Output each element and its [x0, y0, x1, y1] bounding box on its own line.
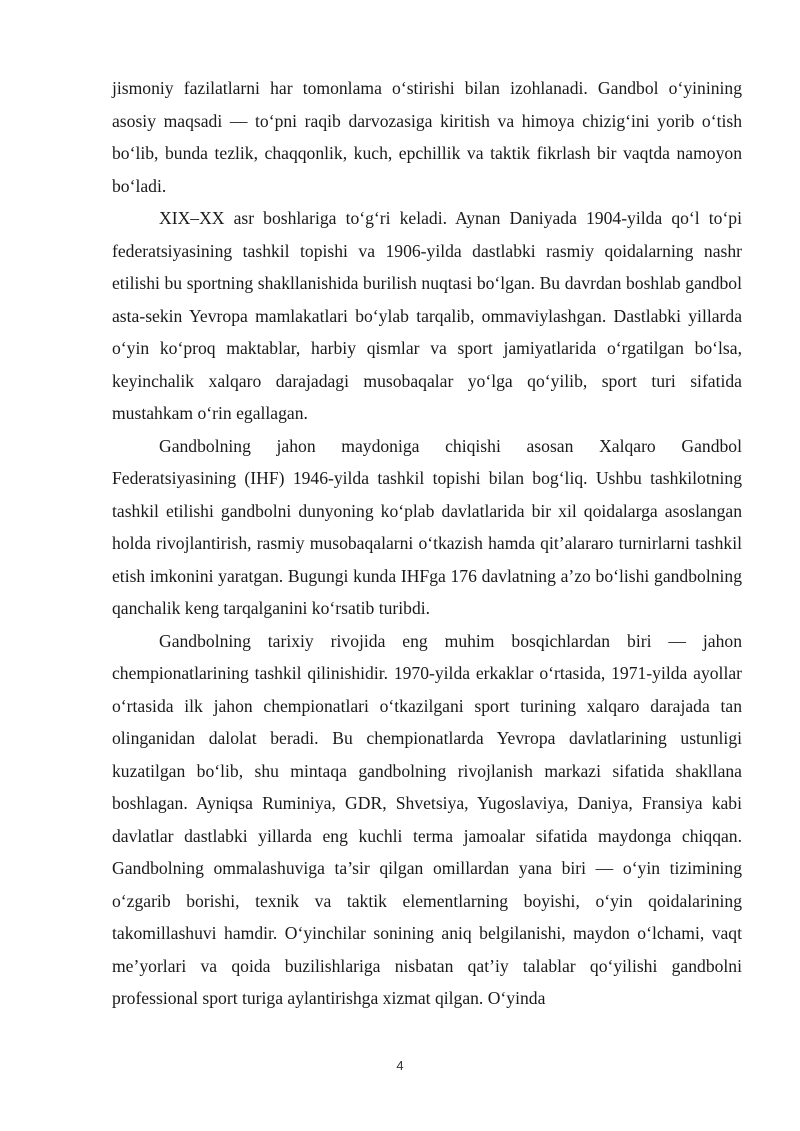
page-number: 4	[396, 1058, 404, 1073]
paragraph: XIX–XX asr boshlariga to‘g‘ri keladi. Aynan Daniyada 1904-yilda qo‘l to‘pi federatsiyasining tashkil topishi va 1906-yilda dastlabki rasmiy qoidalarning nashr etilishi bu sportning shakllanishida burilish nuqtasi bo‘lgan. Bu davrdan boshlab gandbol asta-sekin Yevropa mamlakatlari bo‘ylab tarqalib, ommaviylashgan. Dastlabki yillarda o‘yin ko‘proq maktablar, harbiy qismlar va sport jamiyatlarida o‘rgatilgan bo‘lsa, keyinchalik xalqaro darajadagi musobaqalar yo‘lga qo‘yilib, sport turi sifatida mustahkam o‘rin egallagan.	[112, 208, 742, 423]
paragraph: Gandbolning jahon maydoniga chiqishi asosan Xalqaro Gandbol Federatsiyasining (IHF) 1946-yilda tashkil topishi bilan bog‘liq. Ushbu tashkilotning tashkil etilishi gandbolni dunyoning ko‘plab davlatlarida bir xil qoidalarga asoslangan holda rivojlantirish, rasmiy musobaqalarni o‘tkazish hamda qit’alararo turnirlarni tashkil etish imkonini yaratgan. Bugungi kunda IHFga 176 davlatning a’zo bo‘lishi gandbolning qanchalik keng tarqalganini ko‘rsatib turibdi.	[112, 435, 742, 618]
paragraph-continued: jismoniy fazilatlarni har tomonlama o‘stirishi bilan izohlanadi. Gandbol o‘yinining asosiy maqsadi — to‘pni raqib darvozasiga kiritish va himoya chizig‘ini yorib o‘tish bo‘lib, bunda tezlik, chaqqonlik, kuch, epchillik va taktik fikrlash bir vaqtda namoyon bo‘ladi.	[112, 78, 742, 196]
page-body	[112, 72, 742, 1015]
paragraph: Gandbolning tarixiy rivojida eng muhim bosqichlardan biri — jahon chempionatlarining tashkil qilinishidir. 1970-yilda erkaklar o‘rtasida, 1971-yilda ayollar o‘rtasida ilk jahon chempionatlari o‘tkazilgani sport turining xalqaro darajada tan olinganidan dalolat beradi. Bu chempionatlarda Yevropa davlatlarining ustunligi kuzatilgan bo‘lib, shu mintaqa gandbolning rivojlanish markazi sifatida shakllana boshlagan. Ayniqsa Ruminiya, GDR, Shvetsiya, Yugoslaviya, Daniya, Fransiya kabi davlatlar dastlabki yillarda eng kuchli terma jamoalar sifatida maydonga chiqqan. Gandbolning ommalashuviga ta’sir qilgan omillardan yana biri — o‘yin tizimining o‘zgarib borishi, texnik va taktik elementlarning boyishi, o‘yin qoidalarining takomillashuvi hamdir. O‘yinchilar sonining aniq belgilanishi, maydon o‘lchami, vaqt me’yorlari va qoida buzilishlariga nisbatan qat’iy talablar qo‘yilishi gandbolni professional sport turiga aylantirishga xizmat qilgan. O‘yinda	[112, 630, 742, 1008]
